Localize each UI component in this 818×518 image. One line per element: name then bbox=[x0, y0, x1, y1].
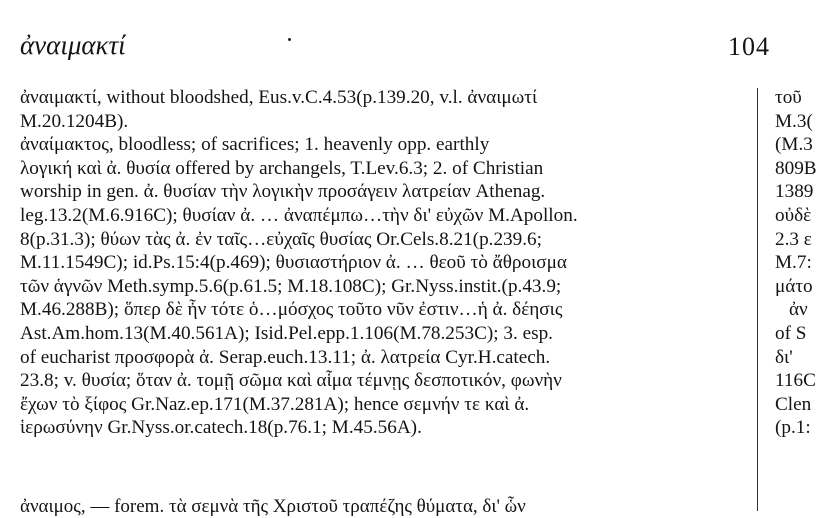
print-speck bbox=[288, 38, 291, 41]
side-line: (p.1: bbox=[775, 417, 811, 439]
main-column bbox=[20, 86, 742, 440]
side-line: 116C bbox=[775, 370, 816, 392]
entry-line: leg.13.2(M.6.916C); θυσίαν ἀ. … ἀναπέμπω…τὴν δι' εὐχῶν M.Apollon. bbox=[20, 204, 578, 226]
entry-line: of eucharist προσφορὰ ἀ. Serap.euch.13.11; ἀ. λατρεία Cyr.H.catech. bbox=[20, 346, 551, 368]
side-line: τοῦ bbox=[775, 87, 802, 108]
side-line: 1389 bbox=[775, 181, 814, 203]
entry-line: ἀναίμακτος, bloodless; of sacrifices; 1. heavenly opp. earthly bbox=[20, 134, 490, 156]
entry-line: ἀναιμακτί, without bloodshed, Eus.v.C.4.53(p.139.20, v.l. ἀναιμωτί bbox=[20, 87, 538, 108]
side-line: M.3( bbox=[775, 110, 813, 132]
entry-line: 8(p.31.3); θύων τὰς ἀ. ἐν ταῖς…εὐχαῖς θυσίας Or.Cels.8.21(p.239.6; bbox=[20, 228, 542, 250]
side-line: (M.3 bbox=[775, 134, 813, 156]
entry-line: 23.8; v. θυσία; ὅταν ἀ. τομῇ σῶμα καὶ αἷμα τέμνῃς δεσποτικόν, φωνὴν bbox=[20, 370, 562, 392]
next-entry-partial: ἀναιμος, — forem. τὰ σεμνὰ τῆς Χριστοῦ τραπέζης θύματα, δι' ὧν bbox=[20, 496, 526, 517]
side-line: ἀν bbox=[789, 299, 808, 321]
entry-line: ἱερωσύνην Gr.Nyss.or.catech.18(p.76.1; M.45.56A). bbox=[20, 417, 422, 439]
side-line: Clen bbox=[775, 393, 812, 415]
side-line: 809B bbox=[775, 157, 817, 179]
side-line: of S bbox=[775, 322, 807, 344]
side-line: M.7: bbox=[775, 252, 812, 274]
entry-line: M.46.288B); ὅπερ δὲ ἦν τότε ὁ…μόσχος τοῦτο νῦν ἐστιν…ἡ ἀ. δέησις bbox=[20, 299, 563, 321]
entry-line: Ast.Am.hom.13(M.40.561A); Isid.Pel.epp.1.106(M.78.253C); 3. esp. bbox=[20, 322, 553, 344]
running-headword: ἀναιμακτί bbox=[20, 30, 126, 60]
adjacent-column-fragment bbox=[775, 86, 818, 440]
side-line: οὐδὲ bbox=[775, 204, 812, 226]
page-number: 104 bbox=[728, 32, 770, 61]
entry-line: M.11.1549C); id.Ps.15:4(p.469); θυσιαστήριον ἀ. … θεοῦ τὸ ἄθροισμα bbox=[20, 252, 567, 274]
side-line: δι' bbox=[775, 346, 793, 368]
entry-line: ἔχων τὸ ξίφος Gr.Naz.ep.171(M.37.281A); hence σεμνήν τε καὶ ἀ. bbox=[20, 393, 530, 415]
column-rule bbox=[757, 88, 758, 511]
entry-line: τῶν ἁγνῶν Meth.symp.5.6(p.61.5; M.18.108C); Gr.Nyss.instit.(p.43.9; bbox=[20, 275, 562, 297]
side-line: μάτο bbox=[775, 275, 813, 297]
entry-line: M.20.1204B). bbox=[20, 110, 129, 132]
entry-line: worship in gen. ἀ. θυσίαν τὴν λογικὴν προσάγειν λατρείαν Athenag. bbox=[20, 181, 546, 203]
entry-line: λογική καὶ ἀ. θυσία offered by archangels, T.Lev.6.3; 2. of Christian bbox=[20, 157, 544, 179]
side-line: 2.3 ε bbox=[775, 228, 812, 250]
